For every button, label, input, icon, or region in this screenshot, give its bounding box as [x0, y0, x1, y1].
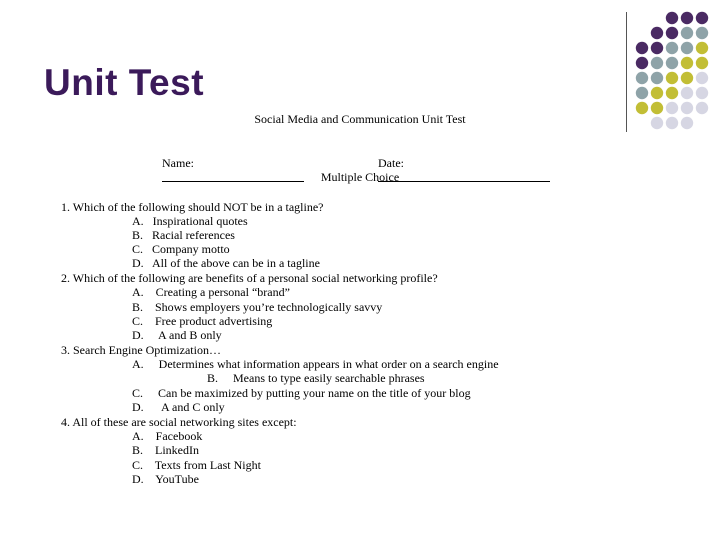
decorative-dot	[696, 102, 708, 114]
answer-1c: C. Company motto	[132, 242, 230, 256]
answer-2b: B. Shows employers you’re technologically savvy	[132, 300, 383, 314]
document-heading: Social Media and Communication Unit Test	[254, 112, 466, 126]
answer-1a: A. Inspirational quotes	[132, 214, 248, 228]
answer-3d: D. A and C only	[132, 400, 225, 414]
decorative-dot	[696, 27, 708, 39]
decorative-dot	[666, 117, 678, 129]
decorative-dot	[666, 57, 678, 69]
decorative-dot	[666, 27, 678, 39]
answer-2d: D. A and B only	[132, 328, 222, 342]
decorative-dot	[666, 12, 678, 24]
answer-4b: B. LinkedIn	[132, 443, 199, 457]
question-4: 4. All of these are social networking sites except:	[61, 415, 297, 429]
decorative-dot	[651, 27, 663, 39]
decorative-dot	[651, 72, 663, 84]
decorative-dot	[681, 27, 693, 39]
decorative-dot	[651, 57, 663, 69]
decorative-dot	[681, 57, 693, 69]
decorative-dot	[681, 87, 693, 99]
date-label: Date:	[378, 156, 404, 170]
decorative-dot	[636, 72, 648, 84]
answer-4a: A. Facebook	[132, 429, 203, 443]
decorative-dot	[681, 102, 693, 114]
decorative-dot	[681, 117, 693, 129]
decorative-dot	[696, 42, 708, 54]
answer-1d: D. All of the above can be in a tagline	[132, 256, 320, 270]
decorative-dot	[636, 57, 648, 69]
section-title: Multiple Choice	[320, 170, 400, 184]
decorative-dot	[666, 102, 678, 114]
decorative-dot	[666, 87, 678, 99]
answer-4d: D. YouTube	[132, 472, 199, 486]
answer-2a: A. Creating a personal “brand”	[132, 285, 290, 299]
question-3: 3. Search Engine Optimization…	[61, 343, 221, 357]
question-2: 2. Which of the following are benefits of a personal social networking profile?	[61, 271, 438, 285]
decorative-dot	[696, 72, 708, 84]
decorative-dot	[696, 12, 708, 24]
answer-1b: B. Racial references	[132, 228, 235, 242]
decorative-dot	[636, 87, 648, 99]
decorative-dot	[681, 12, 693, 24]
decorative-dot	[696, 87, 708, 99]
answer-3a: A. Determines what information appears in what order on a search engine	[132, 357, 499, 371]
decorative-dot	[651, 102, 663, 114]
divider-line	[626, 12, 627, 132]
decorative-dot	[651, 87, 663, 99]
name-label: Name:	[162, 156, 194, 170]
answer-3c: C. Can be maximized by putting your name on the title of your blog	[132, 386, 471, 400]
decorative-dot	[681, 42, 693, 54]
decorative-dot	[666, 72, 678, 84]
decorative-dot	[666, 42, 678, 54]
decorative-dot	[651, 42, 663, 54]
answer-2c: C. Free product advertising	[132, 314, 273, 328]
slide-title: Unit Test	[44, 62, 205, 103]
answer-4c: C. Texts from Last Night	[132, 458, 261, 472]
decorative-dot	[681, 72, 693, 84]
decorative-dot	[636, 102, 648, 114]
decorative-dot	[696, 57, 708, 69]
question-1: 1. Which of the following should NOT be in a tagline?	[61, 200, 324, 214]
decorative-dot	[636, 42, 648, 54]
decorative-dot	[651, 117, 663, 129]
answer-3b: B. Means to type easily searchable phrases	[207, 371, 425, 385]
